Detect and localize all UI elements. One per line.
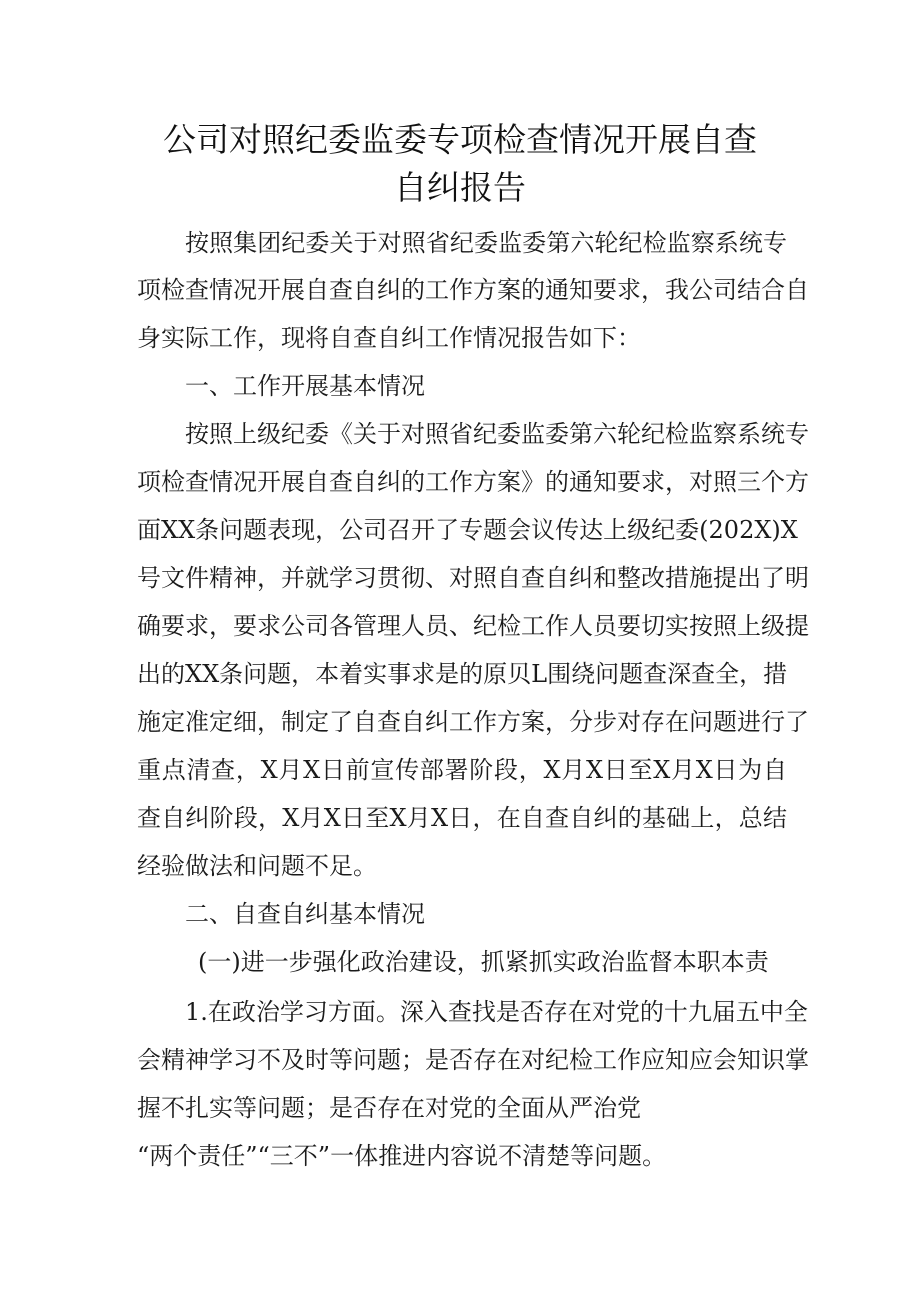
item1-line-4: “两个责任”“三不”一体推进内容说不清楚等问题。 (137, 1142, 667, 1170)
intro-line-1: 按照集团纪委关于对照省纪委监委第六轮纪检监察系统专 (185, 229, 787, 257)
section2-heading: 二、自查自纠基本情况 (185, 900, 425, 928)
section1-line-2: 项检查情况开展自查自纠的工作方案》的通知要求，对照三个方 (137, 468, 809, 496)
section1-line-9: 查自纠阶段，X月X日至X月X日，在自查自纠的基础上，总结 (137, 804, 787, 832)
section1-line-7: 施定准定细，制定了自查自纠工作方案，分步对存在问题进行了 (137, 708, 809, 736)
section1-line-10: 经验做法和问题不足。 (137, 852, 377, 880)
section1-line-3: 面XX条问题表现，公司召开了专题会议传达上级纪委(202X)X (137, 516, 798, 544)
item1-line-3: 握不扎实等问题；是否存在对党的全面从严治党 (137, 1094, 641, 1122)
section1-line-1: 按照上级纪委《关于对照省纪委监委第六轮纪检监察系统专 (185, 420, 809, 448)
document-title-line-2: 自纠报告 (394, 168, 526, 207)
subsection1-heading: (一)进一步强化政治建设，抓紧抓实政治监督本职本责 (198, 948, 769, 976)
intro-line-2: 项检查情况开展自查自纠的工作方案的通知要求，我公司结合自 (137, 276, 809, 304)
section1-line-4: 号文件精神，并就学习贯彻、对照自查自纠和整改措施提出了明 (137, 564, 809, 592)
section1-line-6: 出的XX条问题，本着实事求是的原贝L围绕问题查深查全，措 (137, 660, 788, 688)
section1-line-8: 重点清查，X月X日前宣传部署阶段，X月X日至X月X日为自 (137, 756, 787, 784)
document-title-line-1: 公司对照纪委监委专项检查情况开展自查 (163, 120, 757, 159)
item1-line-2: 会精神学习不及时等问题；是否存在对纪检工作应知应会知识掌 (137, 1046, 809, 1074)
section1-line-5: 确要求，要求公司各管理人员、纪检工作人员要切实按照上级提 (137, 612, 809, 640)
section1-heading: 一、工作开展基本情况 (185, 372, 425, 400)
item1-line-1: 1.在政治学习方面。深入查找是否存在对党的十九届五中全 (185, 998, 808, 1026)
intro-line-3: 身实际工作，现将自查自纠工作情况报告如下： (137, 324, 641, 352)
